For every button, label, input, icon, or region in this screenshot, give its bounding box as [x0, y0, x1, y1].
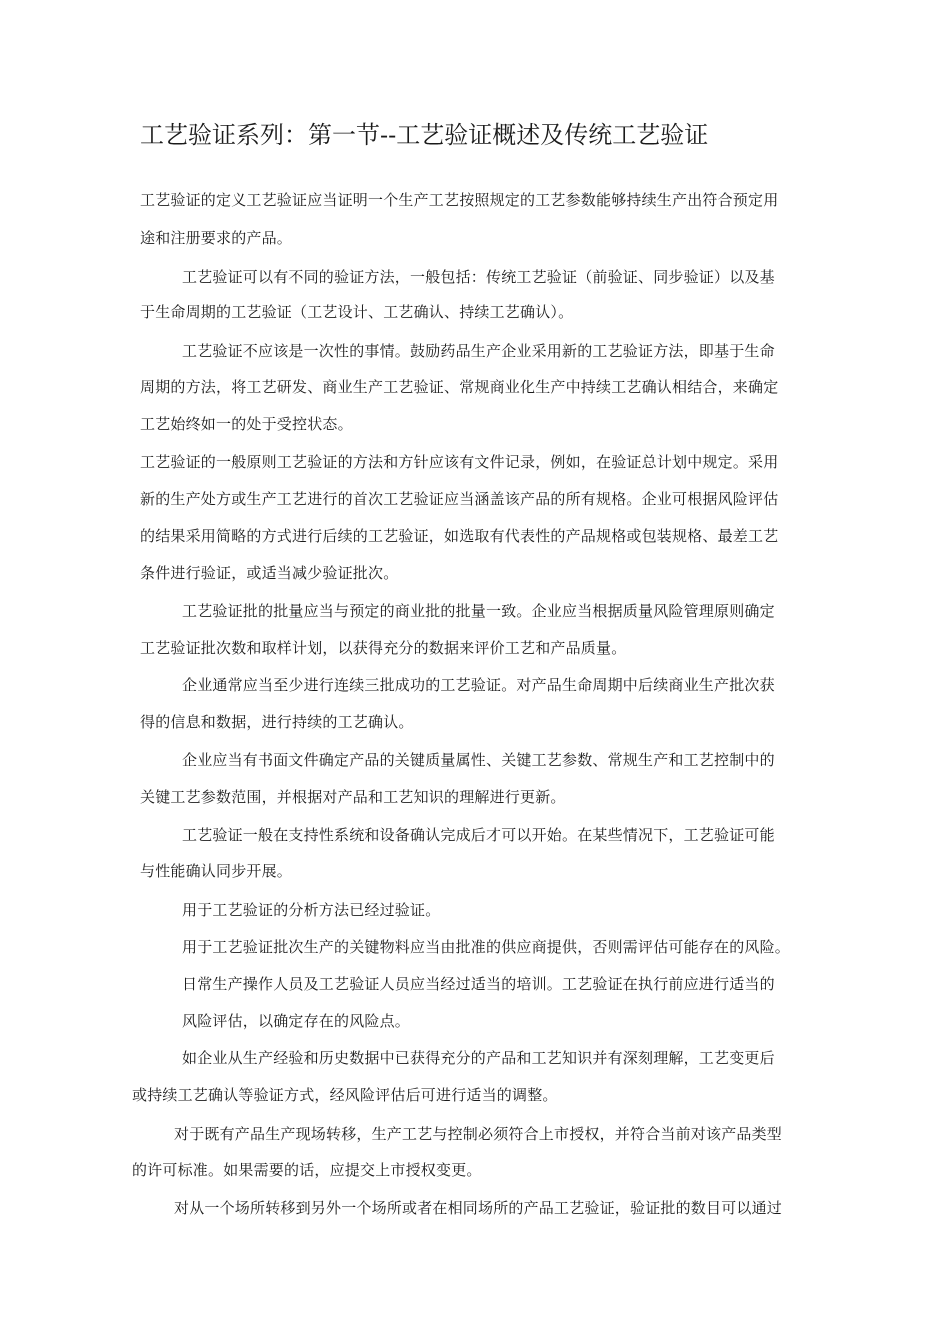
text-line: 工艺验证不应该是一次性的事情。鼓励药品生产企业采用新的工艺验证方法，即基于生命: [182, 342, 775, 360]
text-line: 日常生产操作人员及工艺验证人员应当经过适当的培训。工艺验证在执行前应进行适当的: [182, 975, 775, 993]
line-text: 工艺验证的方法和方针应该有文件记录，例如，在验证总计划中规定。采用: [276, 453, 779, 471]
text-line: 新的生产处方或生产工艺进行的首次工艺验证应当涵盖该产品的所有规格。企业可根据风险评估: [140, 490, 779, 508]
section-heading: 工艺验证的一般原则: [140, 453, 277, 471]
text-line: 如企业从生产经验和历史数据中已获得充分的产品和工艺知识并有深刻理解，工艺变更后: [182, 1049, 775, 1067]
text-line: 工艺验证可以有不同的验证方法，一般包括：传统工艺验证（前验证、同步验证）以及基: [182, 268, 775, 286]
text-line: 对于既有产品生产现场转移，生产工艺与控制必须符合上市授权，并符合当前对该产品类型: [174, 1125, 783, 1143]
text-line: [140, 451, 778, 473]
text-line: 与性能确认同步开展。: [140, 862, 293, 880]
text-line: 条件进行验证，或适当减少验证批次。: [140, 564, 399, 582]
text-line: 用于工艺验证的分析方法已经过验证。: [182, 901, 441, 919]
text-line: 或持续工艺确认等验证方式，经风险评估后可进行适当的调整。: [132, 1086, 558, 1104]
text-line: 企业通常应当至少进行连续三批成功的工艺验证。对产品生命周期中后续商业生产批次获: [182, 676, 775, 694]
text-line: [140, 189, 778, 211]
text-line: 关键工艺参数范围，并根据对产品和工艺知识的理解进行更新。: [140, 788, 566, 806]
text-line: 对从一个场所转移到另外一个场所或者在相同场所的产品工艺验证，验证批的数目可以通过: [174, 1199, 783, 1217]
text-line: 用于工艺验证批次生产的关键物料应当由批准的供应商提供，否则需评估可能存在的风险。: [182, 938, 791, 956]
text-line: 风险评估，以确定存在的风险点。: [182, 1012, 411, 1030]
document-title: 工艺验证系列：第一节--工艺验证概述及传统工艺验证: [140, 121, 709, 149]
section-heading: 工艺验证的定义: [140, 191, 247, 209]
text-line: 工艺验证批的批量应当与预定的商业批的批量一致。企业应当根据质量风险管理原则确定: [182, 602, 775, 620]
text-line: 途和注册要求的产品。: [140, 229, 293, 247]
text-line: 得的信息和数据，进行持续的工艺确认。: [140, 713, 414, 731]
text-line: 工艺验证一般在支持性系统和设备确认完成后才可以开始。在某些情况下，工艺验证可能: [182, 826, 775, 844]
text-line: 的结果采用简略的方式进行后续的工艺验证，如选取有代表性的产品规格或包装规格、最差工艺: [140, 527, 779, 545]
line-text: 工艺验证应当证明一个生产工艺按照规定的工艺参数能够持续生产出符合预定用: [246, 191, 779, 209]
text-line: 于生命周期的工艺验证（工艺设计、工艺确认、持续工艺确认）。: [140, 303, 574, 321]
text-line: 工艺验证批次数和取样计划，以获得充分的数据来评价工艺和产品质量。: [140, 639, 627, 657]
text-line: 周期的方法，将工艺研发、商业生产工艺验证、常规商业化生产中持续工艺确认相结合，来确定: [140, 378, 779, 396]
text-line: 企业应当有书面文件确定产品的关键质量属性、关键工艺参数、常规生产和工艺控制中的: [182, 751, 775, 769]
text-line: 的许可标准。如果需要的话，应提交上市授权变更。: [132, 1161, 482, 1179]
text-line: 工艺始终如一的处于受控状态。: [140, 415, 353, 433]
